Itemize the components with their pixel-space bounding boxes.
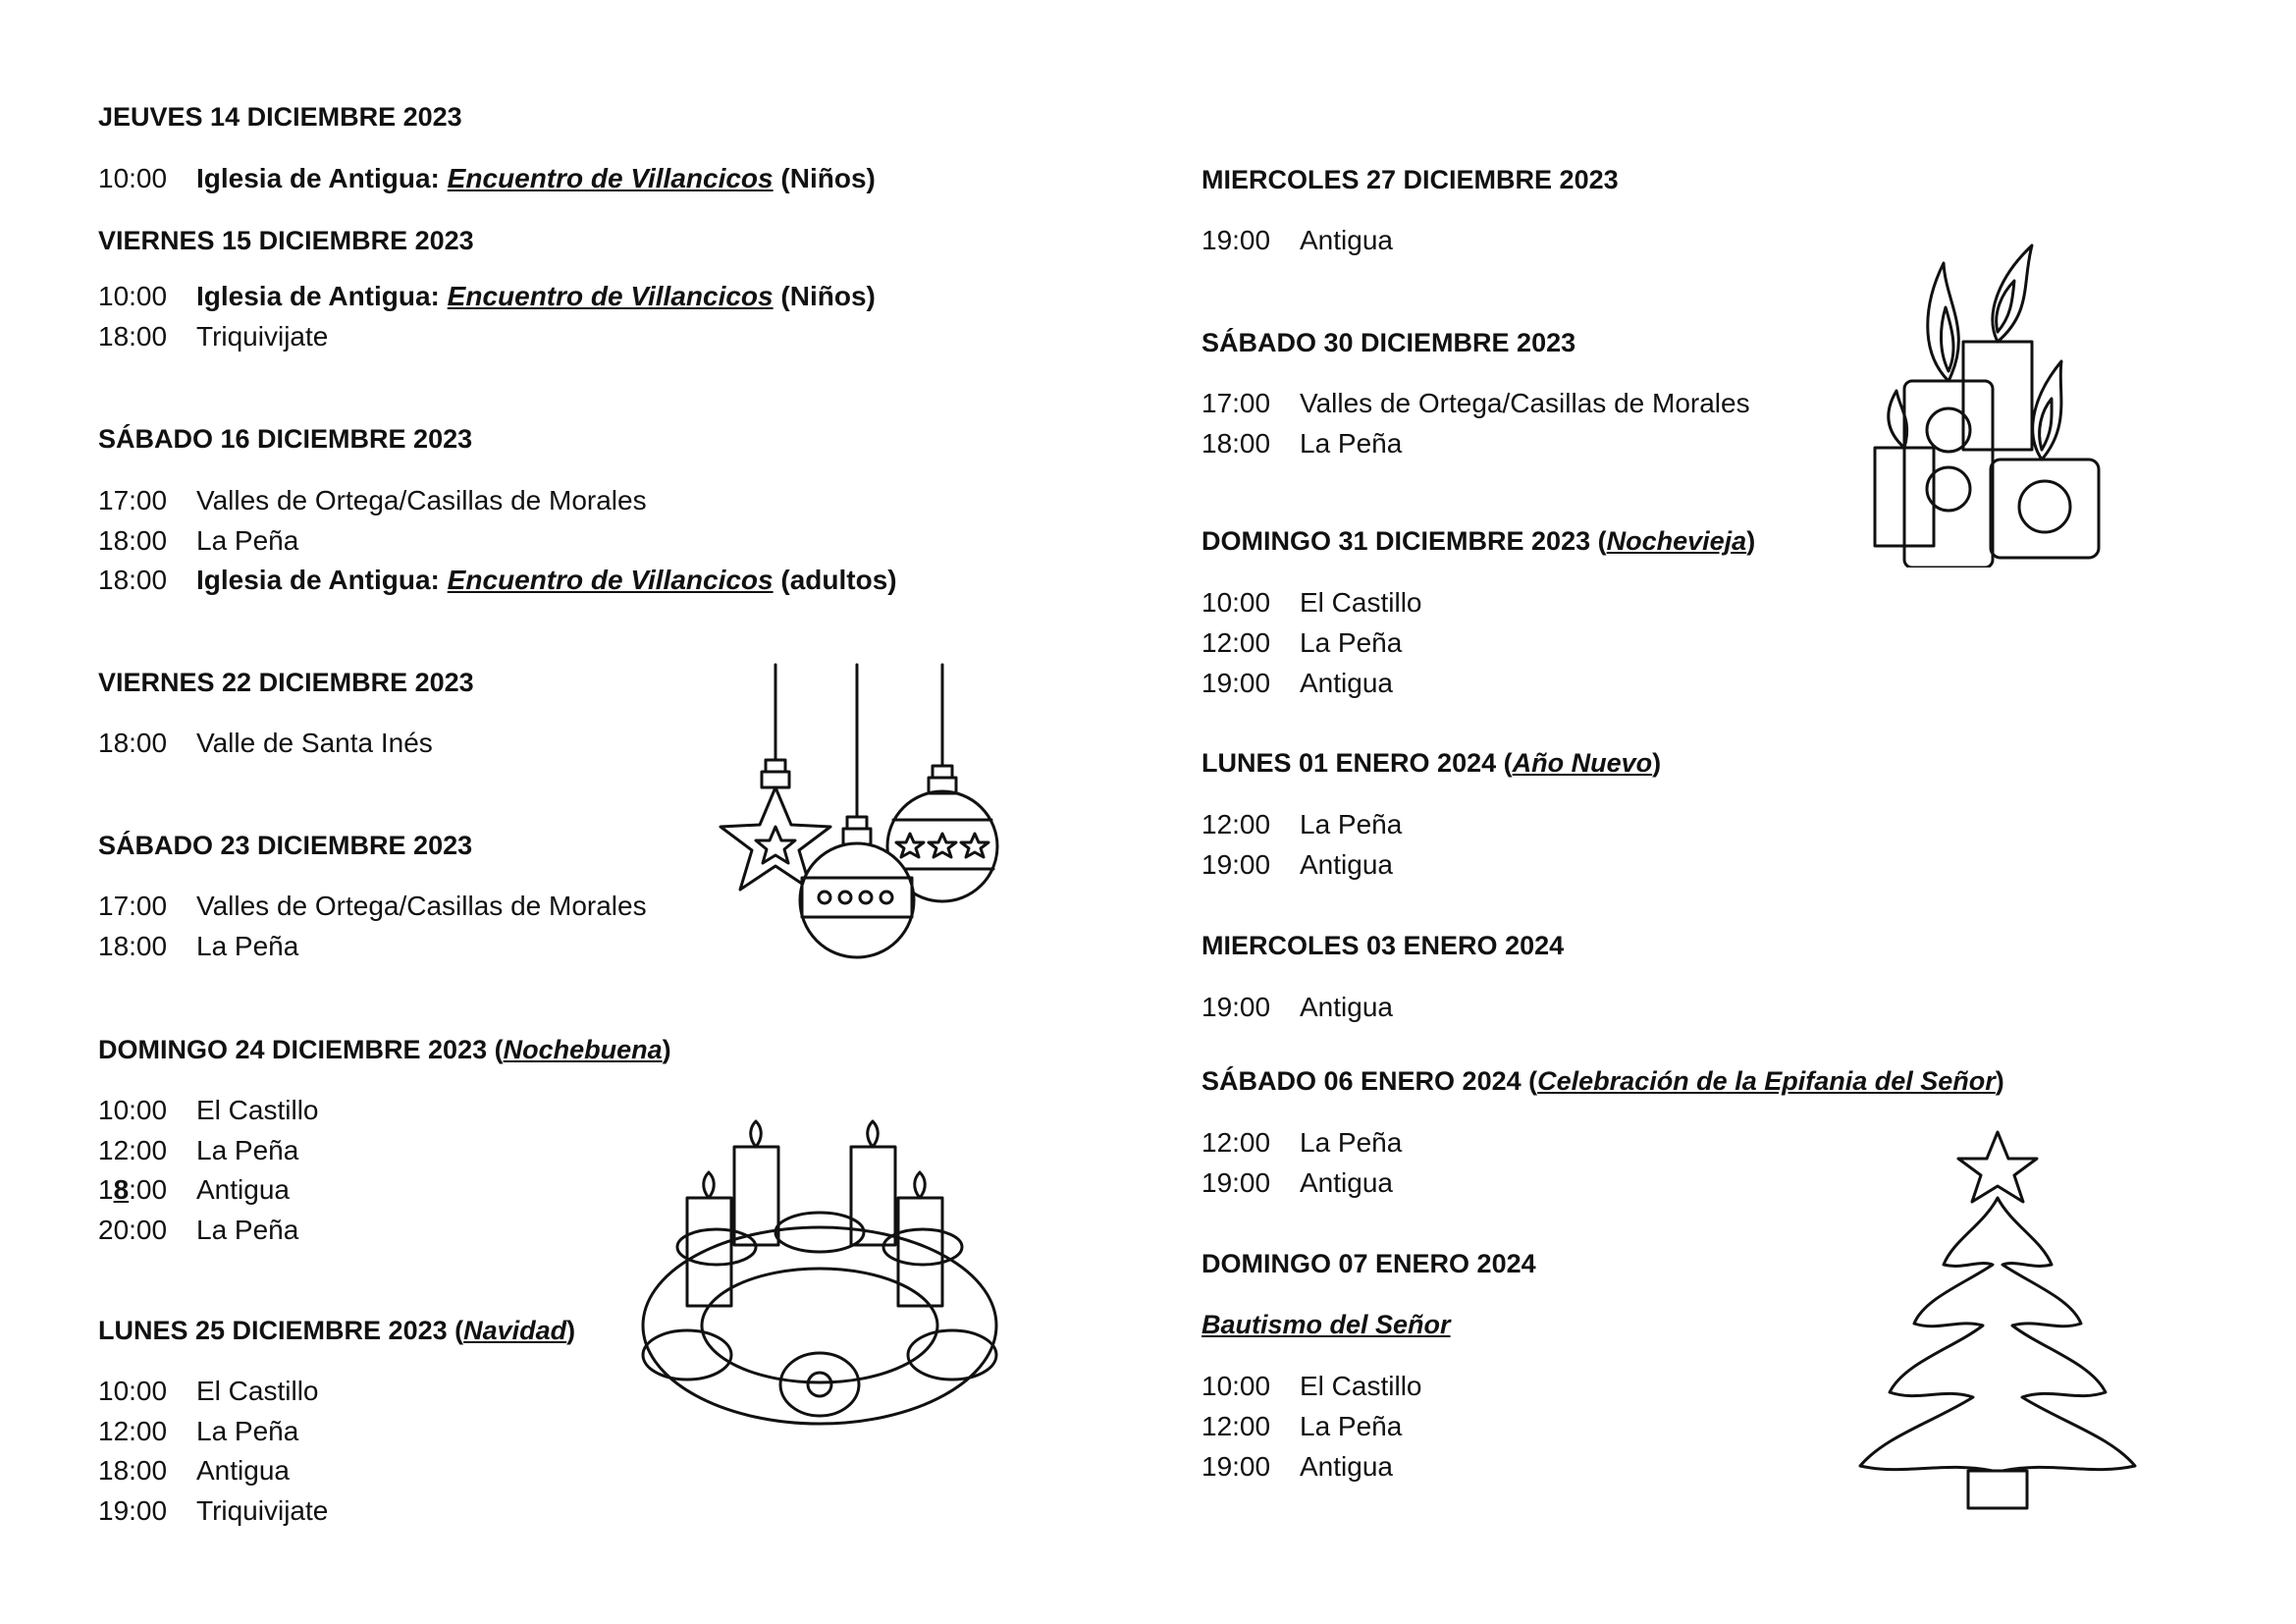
day-heading: DOMINGO 31 DICIEMBRE 2023 (Nochevieja) [1201, 526, 1756, 556]
day-subtitle: Bautismo del Señor [1201, 1310, 1451, 1339]
christmas-ornaments-icon [697, 660, 1011, 984]
christmas-tree-icon [1845, 1127, 2150, 1512]
day-heading: SÁBADO 23 DICIEMBRE 2023 [98, 831, 473, 860]
day-heading: MIERCOLES 03 ENERO 2024 [1201, 931, 1565, 960]
right-column: MIERCOLES 27 DICIEMBRE 2023 19:00 Antigua SÁBADO 30 DICIEMBRE 2023 17:00 Valles de Ortega/Casillas de Morales 18:00 La Peña DOMINGO 31 DICIEMBRE 2023 (Nochevieja) 10:00 El Castillo 12:00 La Peña 19:00 Antigua LUNES 01 ENERO 2024 (Año Nuevo) 12:00 La Peña 19:00 Antigua MIERCOLES 03 ENERO 2024 19:00 Antigua SÁBADO 06 ENERO 2024 (Celebración de la Epifania del Señor) 12:00 La Peña 19:00 Antigua DOMINGO 07 ENERO 2024 Bautismo del Señor 10:00 El Castillo 12:00 La Peña 19:00 Antigua [1139, 0, 2296, 1624]
day-heading: VIERNES 15 DICIEMBRE 2023 [98, 226, 474, 255]
day-heading: VIERNES 22 DICIEMBRE 2023 [98, 668, 474, 697]
day-heading: SÁBADO 30 DICIEMBRE 2023 [1201, 328, 1576, 357]
day-heading: MIERCOLES 27 DICIEMBRE 2023 [1201, 165, 1619, 194]
day-heading: LUNES 25 DICIEMBRE 2023 (Navidad) [98, 1316, 576, 1345]
day-heading: LUNES 01 ENERO 2024 (Año Nuevo) [1201, 748, 1662, 778]
day-heading: JEUVES 14 DICIEMBRE 2023 [98, 102, 462, 132]
day-heading: DOMINGO 07 ENERO 2024 [1201, 1249, 1536, 1278]
left-column: JEUVES 14 DICIEMBRE 2023 10:00 Iglesia de Antigua: Encuentro de Villancicos (Niños) VIERNES 15 DICIEMBRE 2023 10:00 Iglesia de Antigua: Encuentro de Villancicos (Niños) 18:00 Triquivijate SÁBADO 16 DICIEMBRE 2023 17:00 Valles de Ortega/Casillas de Morales 18:00 La Peña 18:00 Iglesia de Antigua: Encuentro de Villancicos (adultos) VIERNES 22 DICIEMBRE 2023 18:00 Valle de Santa Inés SÁBADO 23 DICIEMBRE 2023 17:00 Valles de Ortega/Casillas de Morales 18:00 La Peña DOMINGO 24 DICIEMBRE 2023 (Nochebuena) 10:00 El Castillo 12:00 La Peña 18:00 Antigua 20:00 La Peña LUNES 25 DICIEMBRE 2023 (Navidad) 10:00 El Castillo 12:00 La Peña 18:00 Antigua 19:00 Triquivijate [0, 0, 1139, 1624]
candles-icon [1865, 234, 2140, 568]
day-heading: SÁBADO 06 ENERO 2024 (Celebración de la Epifania del Señor) [1201, 1066, 2004, 1096]
advent-wreath-icon [628, 1119, 1011, 1443]
day-heading: SÁBADO 16 DICIEMBRE 2023 [98, 424, 473, 454]
day-heading: DOMINGO 24 DICIEMBRE 2023 (Nochebuena) [98, 1035, 671, 1064]
